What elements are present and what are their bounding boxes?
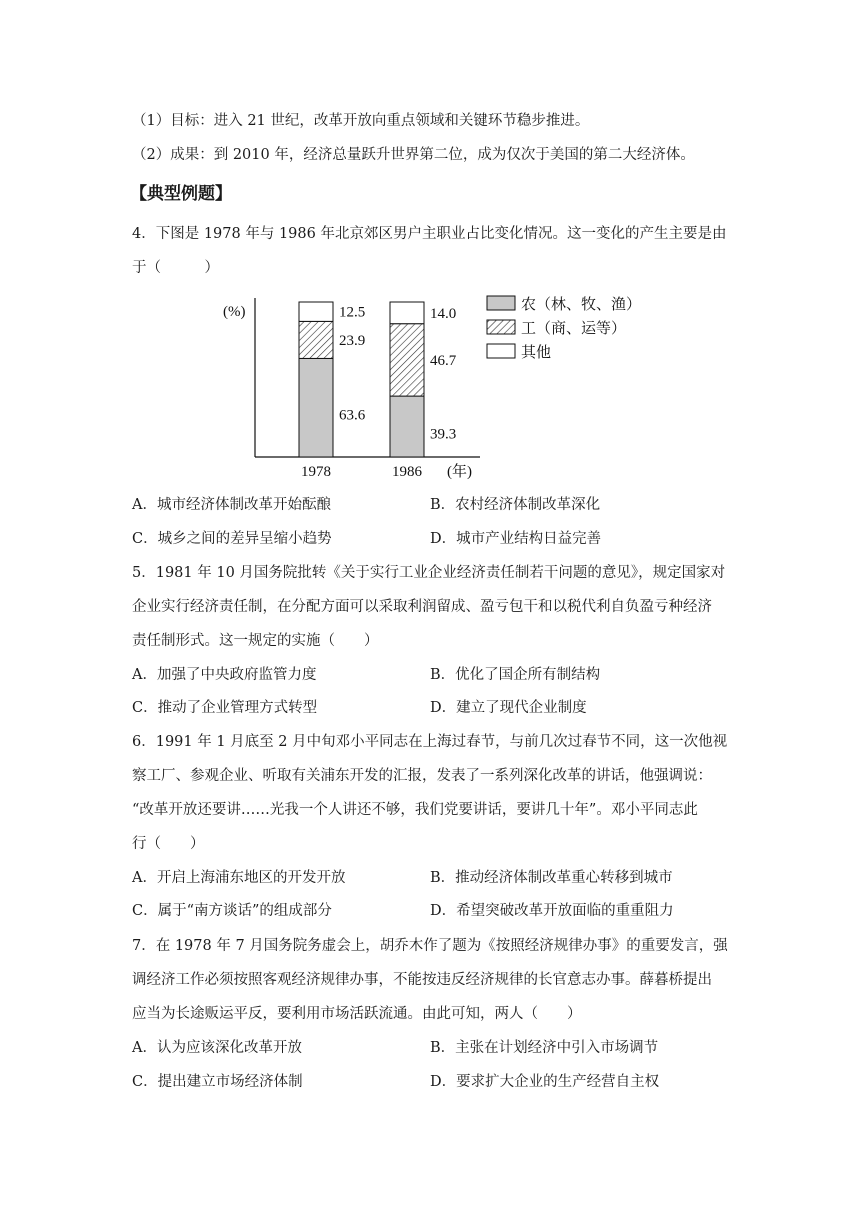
q4-stem-line-2: 于（ ）: [132, 260, 219, 276]
q7-option-d[interactable]: D．要求扩大企业的生产经营自主权: [430, 1074, 660, 1090]
bar-segment-1986-2: [390, 302, 424, 324]
bar-segment-1986-0: [390, 396, 424, 457]
q6-option-a[interactable]: A．开启上海浦东地区的开发开放: [132, 870, 346, 886]
q7-option-c[interactable]: C．提出建立市场经济体制: [132, 1074, 303, 1090]
legend-swatch-2: [487, 344, 515, 358]
q7-stem-line-2: 调经济工作必须按照客观经济规律办事，不能按违反经济规律的长官意志办事。薛暮桥提出: [132, 972, 712, 988]
q7-option-b[interactable]: B．主张在计划经济中引入市场调节: [430, 1040, 659, 1056]
q5-option-b[interactable]: B．优化了国企所有制结构: [430, 667, 601, 683]
q5-stem-line-2: 企业实行经济责任制，在分配方面可以采取利润留成、盈亏包干和以税代利自负盈亏种经济: [132, 599, 712, 615]
intro-item-2: （2）成果：到 2010 年，经济总量跃升世界第二位，成为仅次于美国的第二大经济体。: [132, 147, 695, 163]
q4-option-d[interactable]: D．城市产业结构日益完善: [430, 531, 602, 547]
q6-option-c[interactable]: C．属于“南方谈话”的组成部分: [132, 903, 332, 919]
q5-stem-line-1: 5．1981 年 10 月国务院批转《关于实行工业企业经济责任制若干问题的意见》，规定国家对: [132, 565, 726, 581]
stacked-bar-chart: [215, 290, 645, 485]
bar-segment-1978-2: [299, 302, 333, 321]
y-axis-label: (%): [223, 304, 246, 320]
bar-segment-1978-0: [299, 358, 333, 457]
q7-stem-line-3: 应当为长途贩运平反，要利用市场活跃流通。由此可知，两人（ ）: [132, 1006, 582, 1022]
data-label-1978-2: 12.5: [339, 304, 366, 321]
q4-option-a[interactable]: A．城市经济体制改革开始酝酿: [132, 497, 331, 513]
q6-stem-line-3: “改革开放还要讲……光我一个人讲还不够，我们党要讲话，要讲几十年”。邓小平同志此: [132, 802, 698, 818]
legend-label-1: 工（商、运等）: [521, 321, 627, 337]
q7-option-a[interactable]: A．认为应该深化改革开放: [132, 1040, 302, 1056]
legend-label-2: 其他: [521, 345, 552, 361]
q6-option-d[interactable]: D．希望突破改革开放面临的重重阻力: [430, 903, 674, 919]
q6-option-b[interactable]: B．推动经济体制改革重心转移到城市: [430, 870, 673, 886]
q5-option-d[interactable]: D．建立了现代企业制度: [430, 700, 587, 716]
section-heading: 【典型例题】: [130, 184, 232, 204]
data-label-1978-1: 23.9: [339, 332, 366, 349]
data-label-1986-2: 14.0: [430, 305, 457, 322]
q4-option-c[interactable]: C．城乡之间的差异呈缩小趋势: [132, 531, 332, 547]
data-label-1978-0: 63.6: [339, 407, 366, 424]
q4-option-b[interactable]: B．农村经济体制改革深化: [430, 497, 601, 513]
legend-label-0: 农（林、牧、渔）: [521, 297, 642, 313]
bar-segment-1986-1: [390, 324, 424, 396]
q4-stem-line-1: 4．下图是 1978 年与 1986 年北京郊区男户主职业占比变化情况。这一变化的产生主要是由: [132, 226, 727, 242]
q6-stem-line-4: 行（ ）: [132, 836, 205, 852]
data-label-1986-1: 46.7: [430, 352, 457, 369]
q6-stem-line-1: 6．1991 年 1 月底至 2 月中旬邓小平同志在上海过春节，与前几次过春节不同，这一次他视: [132, 734, 728, 750]
q5-stem-line-3: 责任制形式。这一规定的实施（ ）: [132, 633, 379, 649]
x-tick-label-1986: 1986: [392, 464, 422, 480]
legend-swatch-1: [487, 320, 515, 334]
q6-stem-line-2: 察工厂、参观企业、听取有关浦东开发的汇报，发表了一系列深化改革的讲话，他强调说：: [132, 768, 712, 784]
q7-stem-line-1: 7．在 1978 年 7 月国务院务虚会上，胡乔木作了题为《按照经济规律办事》的重要发言，强: [132, 938, 728, 954]
intro-item-1: （1）目标：进入 21 世纪，改革开放向重点领域和关键环节稳步推进。: [132, 113, 590, 129]
q5-option-c[interactable]: C．推动了企业管理方式转型: [132, 700, 318, 716]
q5-option-a[interactable]: A．加强了中央政府监管力度: [132, 667, 317, 683]
bar-segment-1978-1: [299, 321, 333, 358]
x-tick-label-1978: 1978: [301, 464, 331, 480]
x-axis-label: (年): [447, 464, 472, 480]
data-label-1986-0: 39.3: [430, 426, 457, 443]
legend-swatch-0: [487, 296, 515, 310]
